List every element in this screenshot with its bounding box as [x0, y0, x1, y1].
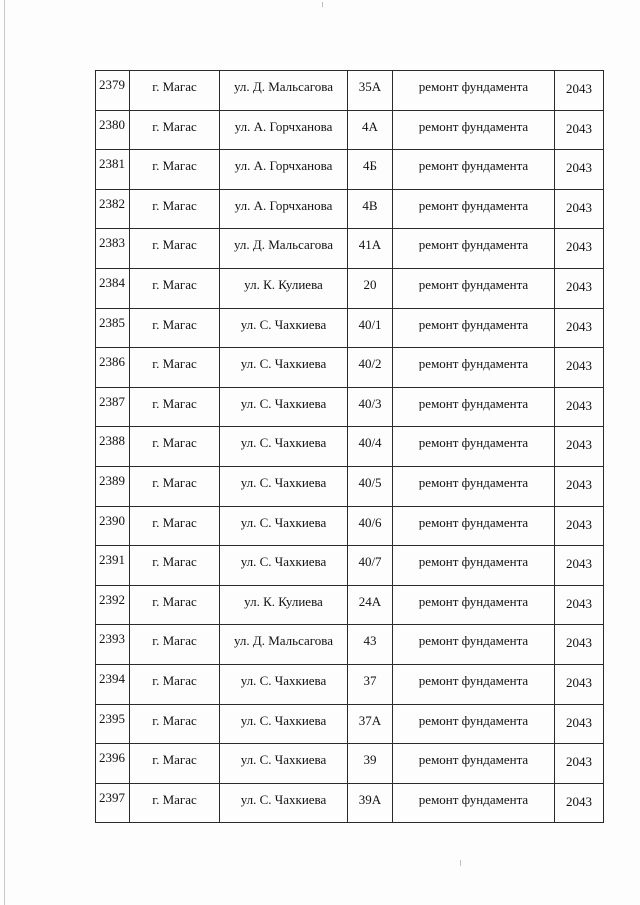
city-cell: г. Магас — [130, 229, 220, 269]
year-cell: 2043 — [555, 427, 604, 467]
table-row — [96, 664, 604, 704]
city-cell: г. Магас — [130, 625, 220, 665]
row-number: 2396 — [96, 744, 130, 784]
city-cell: г. Магас — [130, 71, 220, 111]
table-row — [96, 783, 604, 823]
year-cell: 2043 — [555, 110, 604, 150]
city-cell: г. Магас — [130, 546, 220, 586]
city-cell: г. Магас — [130, 506, 220, 546]
street-cell: ул. А. Горчханова — [220, 150, 348, 190]
work-type-cell: ремонт фундамента — [393, 110, 555, 150]
row-number: 2391 — [96, 546, 130, 586]
year-cell: 2043 — [555, 71, 604, 111]
city-cell: г. Магас — [130, 110, 220, 150]
street-cell: ул. Д. Мальсагова — [220, 71, 348, 111]
street-cell: ул. К. Кулиева — [220, 268, 348, 308]
city-cell: г. Магас — [130, 308, 220, 348]
year-cell: 2043 — [555, 348, 604, 388]
work-type-cell: ремонт фундамента — [393, 625, 555, 665]
street-cell: ул. С. Чахкиева — [220, 546, 348, 586]
table-row — [96, 585, 604, 625]
table-row — [96, 189, 604, 229]
work-type-cell: ремонт фундамента — [393, 348, 555, 388]
year-cell: 2043 — [555, 387, 604, 427]
year-cell: 2043 — [555, 704, 604, 744]
year-cell: 2043 — [555, 189, 604, 229]
row-number: 2394 — [96, 664, 130, 704]
table-row — [96, 387, 604, 427]
housing-repair-table — [95, 70, 604, 823]
row-number: 2385 — [96, 308, 130, 348]
row-number: 2392 — [96, 585, 130, 625]
city-cell: г. Магас — [130, 150, 220, 190]
year-cell: 2043 — [555, 585, 604, 625]
street-cell: ул. Д. Мальсагова — [220, 229, 348, 269]
work-type-cell: ремонт фундамента — [393, 783, 555, 823]
table-row — [96, 110, 604, 150]
row-number: 2393 — [96, 625, 130, 665]
house-number-cell: 37А — [348, 704, 393, 744]
city-cell: г. Магас — [130, 585, 220, 625]
row-number: 2384 — [96, 268, 130, 308]
scan-speck — [460, 860, 461, 866]
year-cell: 2043 — [555, 268, 604, 308]
city-cell: г. Магас — [130, 664, 220, 704]
row-number: 2386 — [96, 348, 130, 388]
work-type-cell: ремонт фундамента — [393, 585, 555, 625]
table-row — [96, 466, 604, 506]
row-number: 2397 — [96, 783, 130, 823]
street-cell: ул. А. Горчханова — [220, 189, 348, 229]
city-cell: г. Магас — [130, 466, 220, 506]
row-number: 2395 — [96, 704, 130, 744]
table-row — [96, 268, 604, 308]
row-number: 2382 — [96, 189, 130, 229]
scan-speck — [322, 2, 323, 7]
row-number: 2381 — [96, 150, 130, 190]
table-row — [96, 348, 604, 388]
house-number-cell: 4А — [348, 110, 393, 150]
year-cell: 2043 — [555, 744, 604, 784]
year-cell: 2043 — [555, 625, 604, 665]
year-cell: 2043 — [555, 229, 604, 269]
year-cell: 2043 — [555, 308, 604, 348]
street-cell: ул. Д. Мальсагова — [220, 625, 348, 665]
table-row — [96, 427, 604, 467]
year-cell: 2043 — [555, 150, 604, 190]
work-type-cell: ремонт фундамента — [393, 308, 555, 348]
work-type-cell: ремонт фундамента — [393, 427, 555, 467]
city-cell: г. Магас — [130, 189, 220, 229]
house-number-cell: 40/6 — [348, 506, 393, 546]
work-type-cell: ремонт фундамента — [393, 150, 555, 190]
street-cell: ул. А. Горчханова — [220, 110, 348, 150]
house-number-cell: 39А — [348, 783, 393, 823]
street-cell: ул. С. Чахкиева — [220, 308, 348, 348]
work-type-cell: ремонт фундамента — [393, 229, 555, 269]
work-type-cell: ремонт фундамента — [393, 466, 555, 506]
city-cell: г. Магас — [130, 783, 220, 823]
house-number-cell: 39 — [348, 744, 393, 784]
table-row — [96, 229, 604, 269]
scan-margin-line — [4, 0, 5, 905]
work-type-cell: ремонт фундамента — [393, 546, 555, 586]
house-number-cell: 24А — [348, 585, 393, 625]
city-cell: г. Магас — [130, 744, 220, 784]
house-number-cell: 20 — [348, 268, 393, 308]
city-cell: г. Магас — [130, 348, 220, 388]
street-cell: ул. С. Чахкиева — [220, 348, 348, 388]
table-row — [96, 744, 604, 784]
city-cell: г. Магас — [130, 268, 220, 308]
table-row — [96, 71, 604, 111]
house-number-cell: 40/1 — [348, 308, 393, 348]
street-cell: ул. К. Кулиева — [220, 585, 348, 625]
city-cell: г. Магас — [130, 704, 220, 744]
work-type-cell: ремонт фундамента — [393, 189, 555, 229]
row-number: 2389 — [96, 466, 130, 506]
table-row — [96, 150, 604, 190]
street-cell: ул. С. Чахкиева — [220, 783, 348, 823]
city-cell: г. Магас — [130, 387, 220, 427]
work-type-cell: ремонт фундамента — [393, 71, 555, 111]
year-cell: 2043 — [555, 783, 604, 823]
street-cell: ул. С. Чахкиева — [220, 744, 348, 784]
work-type-cell: ремонт фундамента — [393, 704, 555, 744]
table-row — [96, 308, 604, 348]
house-number-cell: 40/4 — [348, 427, 393, 467]
street-cell: ул. С. Чахкиева — [220, 466, 348, 506]
year-cell: 2043 — [555, 664, 604, 704]
house-number-cell: 40/5 — [348, 466, 393, 506]
house-number-cell: 4Б — [348, 150, 393, 190]
row-number: 2379 — [96, 71, 130, 111]
street-cell: ул. С. Чахкиева — [220, 506, 348, 546]
row-number: 2387 — [96, 387, 130, 427]
work-type-cell: ремонт фундамента — [393, 664, 555, 704]
row-number: 2388 — [96, 427, 130, 467]
work-type-cell: ремонт фундамента — [393, 744, 555, 784]
table-row — [96, 546, 604, 586]
row-number: 2383 — [96, 229, 130, 269]
house-number-cell: 43 — [348, 625, 393, 665]
house-number-cell: 40/3 — [348, 387, 393, 427]
table-row — [96, 704, 604, 744]
street-cell: ул. С. Чахкиева — [220, 704, 348, 744]
year-cell: 2043 — [555, 546, 604, 586]
street-cell: ул. С. Чахкиева — [220, 664, 348, 704]
year-cell: 2043 — [555, 506, 604, 546]
house-number-cell: 40/7 — [348, 546, 393, 586]
table-row — [96, 625, 604, 665]
street-cell: ул. С. Чахкиева — [220, 427, 348, 467]
street-cell: ул. С. Чахкиева — [220, 387, 348, 427]
city-cell: г. Магас — [130, 427, 220, 467]
work-type-cell: ремонт фундамента — [393, 387, 555, 427]
house-number-cell: 37 — [348, 664, 393, 704]
row-number: 2380 — [96, 110, 130, 150]
house-number-cell: 40/2 — [348, 348, 393, 388]
work-type-cell: ремонт фундамента — [393, 506, 555, 546]
house-number-cell: 41А — [348, 229, 393, 269]
table-body — [96, 71, 604, 823]
row-number: 2390 — [96, 506, 130, 546]
house-number-cell: 35А — [348, 71, 393, 111]
table-row — [96, 506, 604, 546]
year-cell: 2043 — [555, 466, 604, 506]
work-type-cell: ремонт фундамента — [393, 268, 555, 308]
house-number-cell: 4В — [348, 189, 393, 229]
